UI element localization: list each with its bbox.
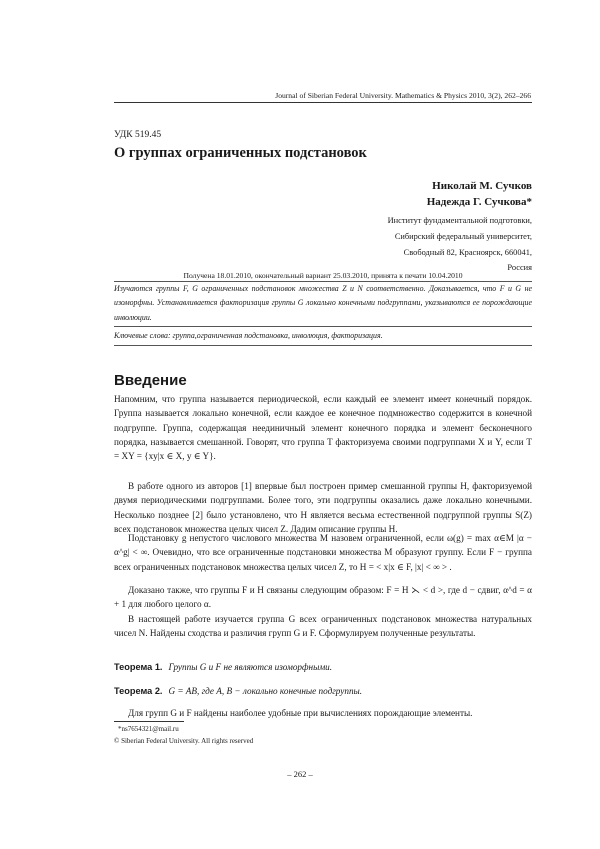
- affiliation-line: Россия: [507, 263, 532, 273]
- paragraph: Напомним, что группа называется периодической, если каждый ее элемент имеет конечный порядок. Группа называется локально конечной, если каждое ее конечное подмножество содержится в конечной подгруппе. Группа, содержащая неединичный элемент конечного порядка и элемент бесконечного порядка, называется смешанной. Говорят, что группа T факторизуема своими подгруппами X и Y, если T = XY = {xy|x ∈ X, y ∈ Y}.: [114, 394, 532, 462]
- closing-paragraph: Для групп G и F найдены наиболее удобные при вычислениях порождающие элементы.: [128, 708, 473, 718]
- footnote-copyright: © Siberian Federal University. All rights reserved: [114, 737, 254, 745]
- affiliation-line: Институт фундаментальной подготовки,: [387, 216, 532, 225]
- page-number: – 262 –: [287, 769, 313, 779]
- udc-code: УДК 519.45: [114, 130, 162, 140]
- article-title: О группах ограниченных подстановок: [114, 145, 367, 161]
- theorem-label: Теорема 1.: [114, 662, 163, 672]
- footnote-rule: [114, 721, 184, 722]
- paragraph: В настоящей работе изучается группа G всех ограниченных подстановок множества натуральных чисел N. Найдены сходства и различия групп G и F. Сформулируем полученные результаты.: [114, 614, 532, 639]
- theorem-2: [114, 686, 532, 696]
- paragraph: Доказано также, что группы F и H связаны следующим образом: F = H ⋋ < d >, где d − сдвиг, α^d = α + 1 для любого целого α.: [114, 585, 532, 610]
- author-2: Надежда Г. Сучкова*: [426, 196, 532, 208]
- section-heading: Введение: [114, 372, 187, 389]
- theorem-label: Теорема 2.: [114, 686, 163, 696]
- keywords-rule-bottom: [114, 345, 532, 346]
- paragraph: Подстановку g непустого числового множества M назовем ограниченной, если ω(g) = max α∈M |α − α^g| < ∞. Очевидно, что все ограниченные подстановки множества M образуют группу. Если F − группа всех ограниченных подстановок множества целых чисел Z, то H = < x|x ∈ F, |x| < ∞ > .: [114, 533, 532, 572]
- received-dates: Получена 18.01.2010, окончательный вариант 25.03.2010, принята к печати 10.04.2010: [183, 271, 463, 280]
- header-rule: [114, 102, 532, 103]
- keywords: Ключевые слова: группа,ограниченная подстановка, инволюция, факторизация.: [114, 331, 383, 340]
- keywords-rule-top: [114, 326, 532, 327]
- theorem-1: [114, 662, 532, 672]
- affiliation: [388, 213, 532, 276]
- journal-header: Journal of Siberian Federal University. Mathematics & Physics 2010, 3(2), 262–266: [275, 91, 531, 100]
- theorem-text: Группы G и F не являются изоморфными.: [168, 662, 333, 672]
- paragraph: В работе одного из авторов [1] впервые был построен пример смешанной группы H, факторизуемой двумя периодическими подгруппами. Более того, эти подгруппы оказались даже локально конечными. Несколько позднее [2] было установлено, что H является весьма естественной подгруппой группы S(Z) всех подстановок множества целых чисел Z. Дадим описание группы H.: [114, 481, 532, 535]
- abstract: Изучаются группы F, G ограниченных подстановок множества Z и N соответственно. Доказывается, что F и G не изоморфны. Устанавливается факторизация группы G локально конечными подгруппами, указываются ее порождающие инволюции.: [114, 284, 532, 322]
- author-1: Николай М. Сучков: [432, 180, 532, 192]
- theorem-text: G = AB, где A, B − локально конечные подгруппы.: [168, 686, 363, 696]
- affiliation-line: Свободный 82, Красноярск, 660041,: [403, 247, 532, 257]
- affiliation-line: Сибирский федеральный университет,: [394, 231, 532, 241]
- footnote-email[interactable]: *ns7654321@mail.ru: [118, 725, 179, 733]
